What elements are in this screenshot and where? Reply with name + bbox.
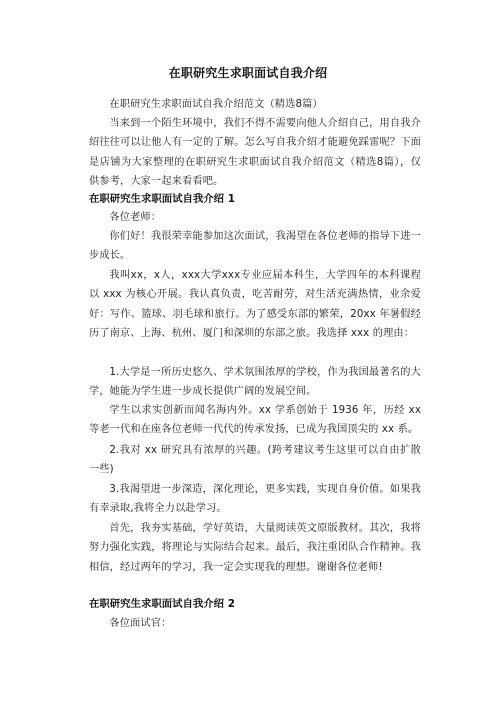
department-paragraph: 学生以求实创新而闻名海内外。xx 学系创始于 1936 年，历经 xx 等老一代和在座各位老师一代代的传承发扬，已成为我国顶尖的 xx 系。 xyxy=(89,405,421,436)
document-title: 在职研究生求职面试自我介绍 xyxy=(168,66,328,80)
section-heading-1: 在职研究生求职面试自我介绍 1 xyxy=(89,193,235,205)
intro-paragraph: 当来到一个陌生环境中，我们不得不需要向他人介绍自己，用自我介绍往往可以让他人有一定的了解。怎么写自我介绍才能避免踩雷呢？下面是店铺为大家整理的在职研究生求职面试自我介绍范文（精选8篇），仅供参考，大家一起来看看吧。 xyxy=(89,118,421,187)
intro-subtitle: 在职研究生求职面试自我介绍范文（精选8篇） xyxy=(109,99,323,110)
greeting-1: 各位老师： xyxy=(109,212,162,223)
self-intro-paragraph: 我叫xx，x人，xxx大学xxx专业应届本科生，大学四年的本科课程以 xxx 为核心开展。我认真负责，吃苦耐劳，对生活充满热情，业余爱好：写作、篮球、羽毛球和旅行。为了感受东部的繁荣，20xx 年暑假经历了南京、上海、杭州、厦门和深圳的东部之旅。我选择 xxx 的理由： xyxy=(89,270,421,339)
reason-3-paragraph: 3.我渴望进一步深造，深化理论，更多实践，实现自身价值。如果我有幸录取,我将全力以赴学习。 xyxy=(89,484,421,515)
opening-paragraph: 你们好！我很荣幸能参加这次面试，我渴望在各位老师的指导下进一步成长。 xyxy=(89,231,421,262)
reason-1-paragraph: 1.大学是一所历史悠久、学术氛围浓厚的学校，作为我国最著名的大学，她能为学生进一步成长提供广阔的发展空间。 xyxy=(89,367,421,398)
reason-2-paragraph: 2.我对 xx 研究具有浓厚的兴趣。(跨考建议考生这里可以自由扩散一些) xyxy=(89,445,421,476)
plan-paragraph: 首先，我夯实基础，学好英语，大量阅读英文原版教材。其次，我将努力强化实践，将理论与实际结合起来。最后，我注重团队合作精神。我相信，经过两年的学习，我一定会实现我的理想。谢谢各位老师! xyxy=(89,523,421,573)
section-heading-2: 在职研究生求职面试自我介绍 2 xyxy=(89,598,235,610)
greeting-2: 各位面试官： xyxy=(109,618,172,629)
